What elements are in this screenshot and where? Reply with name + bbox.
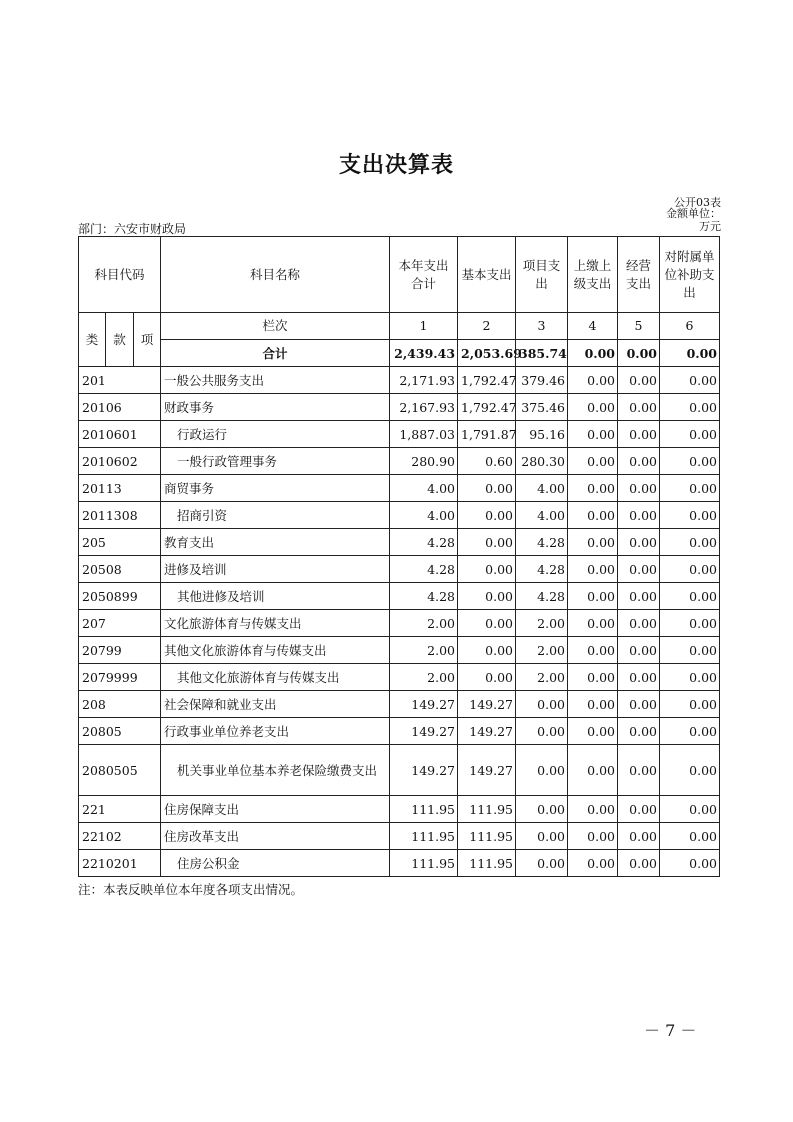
subject-name: 招商引资 [161,502,390,529]
report-title: 支出决算表 [338,152,454,178]
total-label: 合计 [161,340,390,367]
amount-cell: 0.00 [568,529,618,556]
amount-cell: 0.00 [660,421,720,448]
amount-cell: 0.00 [568,610,618,637]
table-row [79,796,720,823]
column-index-5: 5 [618,313,660,340]
amount-cell: 2.00 [516,610,568,637]
subject-name: 社会保障和就业支出 [161,691,390,718]
amount-cell: 0.00 [568,664,618,691]
amount-cell: 0.00 [660,394,720,421]
header-lanci: 栏次 [161,313,390,340]
amount-cell: 149.27 [390,691,458,718]
column-index-3: 3 [516,313,568,340]
amount-cell: 95.16 [516,421,568,448]
total-cell: 385.74 [516,340,568,367]
amount-cell: 111.95 [390,796,458,823]
amount-cell: 4.28 [516,583,568,610]
header-operating-expense: 经营支出 [618,237,660,313]
subject-code: 20113 [79,475,161,502]
header-basic-expense: 基本支出 [458,237,516,313]
amount-cell: 0.00 [618,637,660,664]
amount-cell: 111.95 [458,823,516,850]
amount-cell: 0.00 [618,502,660,529]
amount-cell: 4.00 [516,502,568,529]
subject-name: 其他文化旅游体育与传媒支出 [161,637,390,664]
subject-name: 商贸事务 [161,475,390,502]
amount-cell: 0.00 [568,691,618,718]
amount-cell: 0.00 [618,664,660,691]
subject-code: 20106 [79,394,161,421]
amount-cell: 0.00 [516,823,568,850]
amount-cell: 0.00 [618,475,660,502]
subject-code: 2010602 [79,448,161,475]
table-row [79,718,720,745]
amount-cell: 1,791.87 [458,421,516,448]
table-row [79,448,720,475]
subject-name: 财政事务 [161,394,390,421]
subject-code: 221 [79,796,161,823]
table-row [79,745,720,796]
amount-cell: 0.00 [660,475,720,502]
amount-cell: 0.00 [618,556,660,583]
column-index-2: 2 [458,313,516,340]
amount-cell: 0.00 [618,718,660,745]
subject-name: 进修及培训 [161,556,390,583]
subject-code: 2079999 [79,664,161,691]
amount-cell: 111.95 [390,850,458,877]
subject-name: 住房改革支出 [161,823,390,850]
amount-cell: 0.00 [618,610,660,637]
amount-cell: 111.95 [458,850,516,877]
table-row [79,664,720,691]
header-xiang: 项 [134,313,161,367]
amount-cell: 0.00 [618,691,660,718]
amount-cell: 0.00 [458,556,516,583]
amount-cell: 2.00 [390,637,458,664]
amount-cell: 0.00 [618,367,660,394]
table-row [79,421,720,448]
column-index-row [79,313,720,340]
subject-name: 住房保障支出 [161,796,390,823]
total-cell: 2,053.69 [458,340,516,367]
subject-code: 2050899 [79,583,161,610]
amount-cell: 149.27 [458,745,516,796]
amount-cell: 2.00 [390,664,458,691]
header-code: 科目代码 [79,237,161,313]
amount-cell: 379.46 [516,367,568,394]
amount-cell: 4.28 [390,556,458,583]
subject-code: 20799 [79,637,161,664]
amount-cell: 0.00 [568,394,618,421]
amount-cell: 4.28 [516,556,568,583]
subject-code: 205 [79,529,161,556]
total-cell: 0.00 [568,340,618,367]
amount-cell: 0.00 [660,583,720,610]
amount-cell: 149.27 [458,718,516,745]
header-kuan: 款 [106,313,134,367]
column-index-1: 1 [390,313,458,340]
total-cell: 0.00 [660,340,720,367]
amount-cell: 0.00 [568,367,618,394]
amount-cell: 0.00 [660,691,720,718]
subject-code: 20508 [79,556,161,583]
page-number: － 7 － [644,1021,697,1040]
subject-code: 20805 [79,718,161,745]
amount-cell: 0.00 [458,583,516,610]
amount-cell: 0.00 [660,448,720,475]
subject-code: 22102 [79,823,161,850]
subject-name: 一般行政管理事务 [161,448,390,475]
amount-cell: 0.00 [618,421,660,448]
amount-cell: 2.00 [516,664,568,691]
amount-cell: 1,887.03 [390,421,458,448]
amount-cell: 4.28 [390,529,458,556]
amount-cell: 0.00 [660,637,720,664]
subject-code: 2080505 [79,745,161,796]
subject-code: 2010601 [79,421,161,448]
amount-cell: 0.00 [568,448,618,475]
amount-cell: 280.90 [390,448,458,475]
amount-cell: 1,792.47 [458,394,516,421]
subject-name: 机关事业单位基本养老保险缴费支出 [161,745,390,796]
amount-cell: 0.00 [458,664,516,691]
subject-name: 其他文化旅游体育与传媒支出 [161,664,390,691]
amount-cell: 0.00 [568,637,618,664]
amount-cell: 1,792.47 [458,367,516,394]
table-row [79,394,720,421]
expenditure-table [78,236,720,877]
column-index-4: 4 [568,313,618,340]
amount-cell: 0.00 [568,421,618,448]
subject-name: 教育支出 [161,529,390,556]
header-upper-payment: 上缴上级支出 [568,237,618,313]
total-cell: 0.00 [618,340,660,367]
header-project-expense: 项目支出 [516,237,568,313]
amount-cell: 0.00 [568,796,618,823]
amount-cell: 0.00 [458,502,516,529]
subject-name: 一般公共服务支出 [161,367,390,394]
amount-cell: 0.00 [568,475,618,502]
amount-cell: 0.00 [660,367,720,394]
table-row [79,475,720,502]
amount-cell: 0.60 [458,448,516,475]
header-lei: 类 [79,313,106,367]
amount-cell: 0.00 [568,718,618,745]
amount-cell: 4.28 [390,583,458,610]
amount-cell: 4.28 [516,529,568,556]
header-name: 科目名称 [161,237,390,313]
amount-cell: 0.00 [568,850,618,877]
header-total-expense: 本年支出合计 [390,237,458,313]
total-row [79,340,720,367]
amount-cell: 375.46 [516,394,568,421]
amount-cell: 0.00 [618,745,660,796]
amount-cell: 0.00 [458,475,516,502]
department-label: 部门：六安市财政局 [78,222,187,236]
amount-cell: 0.00 [618,823,660,850]
amount-cell: 0.00 [516,718,568,745]
subject-code: 2210201 [79,850,161,877]
amount-unit [666,207,721,233]
table-row [79,850,720,877]
table-row [79,556,720,583]
amount-cell: 0.00 [618,796,660,823]
subject-code: 201 [79,367,161,394]
table-row [79,529,720,556]
amount-cell: 0.00 [618,394,660,421]
amount-cell: 0.00 [516,745,568,796]
amount-cell: 0.00 [660,745,720,796]
table-note: 注：本表反映单位本年度各项支出情况。 [78,882,304,897]
amount-cell: 0.00 [618,850,660,877]
amount-cell: 0.00 [660,529,720,556]
table-row [79,583,720,610]
amount-cell: 0.00 [568,745,618,796]
amount-cell: 4.00 [390,502,458,529]
table-row [79,367,720,394]
amount-cell: 0.00 [458,637,516,664]
amount-cell: 111.95 [458,796,516,823]
total-cell: 2,439.43 [390,340,458,367]
amount-unit-value: 万元 [699,220,721,233]
subject-code: 208 [79,691,161,718]
subject-code: 2011308 [79,502,161,529]
amount-cell: 2,167.93 [390,394,458,421]
column-index-6: 6 [660,313,720,340]
amount-cell: 0.00 [618,529,660,556]
amount-cell: 0.00 [660,502,720,529]
subject-name: 行政事业单位养老支出 [161,718,390,745]
amount-cell: 2.00 [390,610,458,637]
subject-name: 其他进修及培训 [161,583,390,610]
subject-name: 住房公积金 [161,850,390,877]
amount-cell: 0.00 [516,850,568,877]
table-row [79,823,720,850]
header-subsidiary-subsidy: 对附属单位补助支出 [660,237,720,313]
amount-cell: 0.00 [458,610,516,637]
subject-code: 207 [79,610,161,637]
amount-cell: 149.27 [390,718,458,745]
amount-cell: 0.00 [660,664,720,691]
amount-cell: 149.27 [458,691,516,718]
subject-name: 文化旅游体育与传媒支出 [161,610,390,637]
amount-cell: 0.00 [660,850,720,877]
amount-cell: 0.00 [660,610,720,637]
amount-cell: 0.00 [568,556,618,583]
amount-cell: 0.00 [568,502,618,529]
amount-cell: 111.95 [390,823,458,850]
amount-cell: 0.00 [458,529,516,556]
amount-cell: 2.00 [516,637,568,664]
amount-cell: 2,171.93 [390,367,458,394]
table-row [79,637,720,664]
amount-cell: 280.30 [516,448,568,475]
subject-name: 行政运行 [161,421,390,448]
amount-cell: 0.00 [618,448,660,475]
table-row [79,610,720,637]
amount-cell: 0.00 [568,583,618,610]
amount-cell: 0.00 [568,823,618,850]
table-row [79,691,720,718]
amount-cell: 4.00 [390,475,458,502]
amount-cell: 0.00 [618,583,660,610]
amount-cell: 0.00 [516,691,568,718]
header-row [79,237,720,313]
amount-unit-label: 金额单位： [666,207,721,220]
amount-cell: 4.00 [516,475,568,502]
amount-cell: 0.00 [660,556,720,583]
amount-cell: 149.27 [390,745,458,796]
amount-cell: 0.00 [660,823,720,850]
amount-cell: 0.00 [660,718,720,745]
table-row [79,502,720,529]
amount-cell: 0.00 [516,796,568,823]
form-number: 公开03表 [674,196,721,209]
amount-cell: 0.00 [660,796,720,823]
